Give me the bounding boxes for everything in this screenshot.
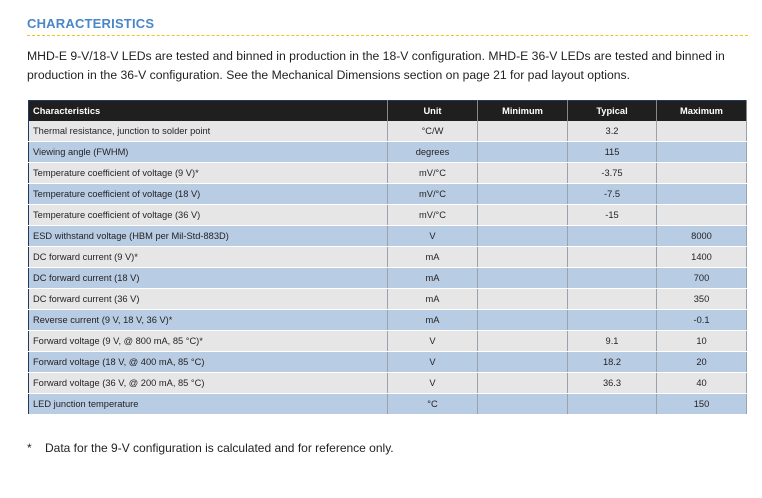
cell-unit: mA [388,289,478,310]
header-characteristics: Characteristics [29,101,388,122]
cell-minimum [478,289,568,310]
cell-characteristic: Forward voltage (36 V, @ 200 mA, 85 °C) [29,373,388,394]
header-unit: Unit [388,101,478,122]
cell-maximum: 10 [657,331,747,352]
table-row [29,394,747,415]
cell-characteristic: Reverse current (9 V, 18 V, 36 V)* [29,310,388,331]
table-row [29,184,747,205]
cell-typical [568,289,657,310]
cell-minimum [478,121,568,142]
cell-maximum [657,184,747,205]
cell-unit: V [388,373,478,394]
cell-characteristic: DC forward current (18 V) [29,268,388,289]
cell-typical [568,310,657,331]
table-row [29,142,747,163]
cell-maximum: -0.1 [657,310,747,331]
cell-unit: mV/°C [388,184,478,205]
cell-maximum: 8000 [657,226,747,247]
cell-typical: -15 [568,205,657,226]
cell-unit: V [388,331,478,352]
cell-characteristic: Temperature coefficient of voltage (9 V)* [29,163,388,184]
cell-typical [568,247,657,268]
heading-divider [27,35,748,36]
cell-characteristic: Thermal resistance, junction to solder point [29,121,388,142]
header-maximum: Maximum [657,101,747,122]
table-row [29,352,747,373]
cell-maximum: 40 [657,373,747,394]
cell-maximum: 1400 [657,247,747,268]
cell-typical [568,226,657,247]
cell-typical [568,268,657,289]
cell-maximum [657,163,747,184]
cell-characteristic: DC forward current (36 V) [29,289,388,310]
table-row [29,163,747,184]
intro-paragraph: MHD-E 9-V/18-V LEDs are tested and binned in production in the 18-V configuration. MHD-E 36-V LEDs are tested and binned in production in the 36-V configuration. See the Mechanical Dimensions section on page 21 for pad layout options. [27,49,725,82]
cell-minimum [478,373,568,394]
cell-unit: mV/°C [388,163,478,184]
footnote-text: Data for the 9-V configuration is calculated and for reference only. [45,441,394,455]
cell-unit: mA [388,247,478,268]
cell-typical: -3.75 [568,163,657,184]
cell-characteristic: Forward voltage (18 V, @ 400 mA, 85 °C) [29,352,388,373]
cell-characteristic: Temperature coefficient of voltage (36 V) [29,205,388,226]
cell-minimum [478,205,568,226]
cell-maximum [657,121,747,142]
cell-unit: °C/W [388,121,478,142]
cell-unit: °C [388,394,478,415]
cell-characteristic: Viewing angle (FWHM) [29,142,388,163]
table-row [29,121,747,142]
characteristics-table [28,100,747,415]
cell-minimum [478,268,568,289]
table-row [29,331,747,352]
cell-typical: 115 [568,142,657,163]
cell-minimum [478,184,568,205]
cell-minimum [478,310,568,331]
table-row [29,205,747,226]
cell-maximum: 20 [657,352,747,373]
footnote-marker: * [27,441,32,455]
cell-characteristic: Temperature coefficient of voltage (18 V) [29,184,388,205]
table-header-row [29,101,747,122]
table-row [29,289,747,310]
table-row [29,373,747,394]
header-minimum: Minimum [478,101,568,122]
header-typical: Typical [568,101,657,122]
cell-characteristic: DC forward current (9 V)* [29,247,388,268]
cell-maximum: 350 [657,289,747,310]
table-row [29,268,747,289]
cell-unit: V [388,226,478,247]
cell-maximum [657,205,747,226]
cell-minimum [478,247,568,268]
section-heading: CHARACTERISTICS [27,16,155,31]
cell-characteristic: LED junction temperature [29,394,388,415]
cell-typical: 36.3 [568,373,657,394]
cell-unit: V [388,352,478,373]
cell-typical [568,394,657,415]
table-row [29,310,747,331]
cell-typical: -7.5 [568,184,657,205]
cell-minimum [478,352,568,373]
cell-minimum [478,394,568,415]
cell-unit: mA [388,268,478,289]
cell-minimum [478,331,568,352]
cell-unit: degrees [388,142,478,163]
cell-maximum: 150 [657,394,747,415]
cell-maximum [657,142,747,163]
cell-minimum [478,226,568,247]
cell-typical: 18.2 [568,352,657,373]
table-row [29,226,747,247]
cell-minimum [478,142,568,163]
footnote [27,441,394,455]
cell-characteristic: ESD withstand voltage (HBM per Mil-Std-883D) [29,226,388,247]
cell-maximum: 700 [657,268,747,289]
table-row [29,247,747,268]
cell-unit: mV/°C [388,205,478,226]
cell-typical: 9.1 [568,331,657,352]
cell-unit: mA [388,310,478,331]
cell-minimum [478,163,568,184]
cell-typical: 3.2 [568,121,657,142]
cell-characteristic: Forward voltage (9 V, @ 800 mA, 85 °C)* [29,331,388,352]
